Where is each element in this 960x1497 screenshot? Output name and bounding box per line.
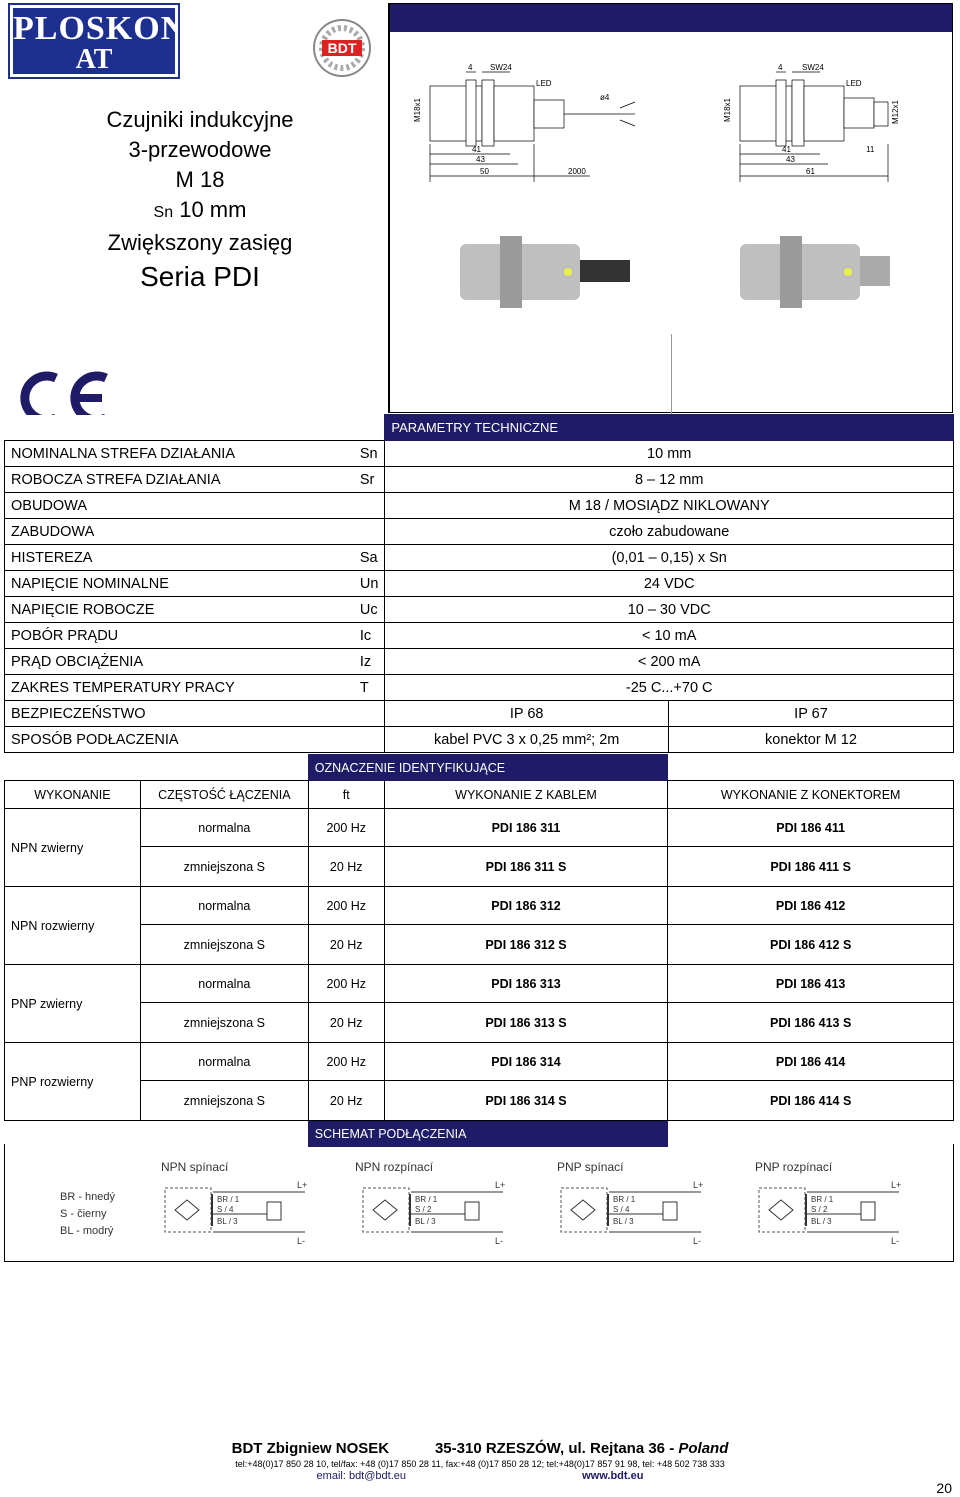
svg-text:BDT: BDT [327, 40, 357, 56]
param-row [5, 545, 954, 571]
param-value: M 18 / MOSIĄDZ NIKLOWANY [385, 493, 954, 519]
ploskon-logo [10, 5, 187, 77]
param-symbol: Sn [354, 441, 385, 467]
switching-freq: normalna [140, 1043, 308, 1081]
schema-diagram [551, 1144, 721, 1262]
connection-cable: kabel PVC 3 x 0,25 mm²; 2m [385, 727, 669, 753]
dim-right-led: LED [846, 79, 862, 88]
param-symbol [354, 519, 385, 545]
col-ft: ft [308, 781, 384, 809]
param-symbol: Uc [354, 597, 385, 623]
cable-code: PDI 186 313 [384, 965, 668, 1003]
title-line4 [40, 195, 360, 228]
title-line2: 3-przewodowe [128, 137, 272, 162]
page-number: 20 [936, 1480, 952, 1496]
dim-left-led: LED [536, 79, 552, 88]
switching-freq: zmniejszona S [140, 847, 308, 887]
ft-value: 20 Hz [308, 925, 384, 965]
param-row [5, 623, 954, 649]
param-row [5, 493, 954, 519]
ft-value: 20 Hz [308, 847, 384, 887]
title-line5: Zwiększony zasięg [107, 230, 293, 255]
logo-line1: PLOSKON [13, 10, 187, 47]
col-switching-freq: CZĘSTOŚĆ ŁĄCZENIA [140, 781, 308, 809]
param-name: HISTEREZA [5, 545, 354, 571]
lplus-label: L+ [693, 1180, 704, 1190]
company-address: 35-310 RZESZÓW, ul. Rejtana 36 - [434, 1440, 679, 1457]
switching-freq: zmniejszona S [140, 925, 308, 965]
switching-freq: normalna [140, 965, 308, 1003]
connector-code: PDI 186 414 S [668, 1081, 954, 1121]
col-cable: WYKONANIE Z KABLEM [384, 781, 668, 809]
schema-circuit [155, 1144, 325, 1262]
wire-s: S / 4 [217, 1205, 234, 1214]
bdt-logo [312, 18, 372, 78]
param-value: -25 C...+70 C [385, 675, 954, 701]
connector-code: PDI 186 414 [668, 1043, 954, 1081]
wire-color-legend [60, 1189, 115, 1240]
product-title [40, 105, 360, 292]
ft-value: 20 Hz [308, 1081, 384, 1121]
lplus-label: L+ [297, 1180, 308, 1190]
dim-right-thread2: M12x1 [891, 99, 900, 124]
section-params-title: PARAMETRY TECHNICZNE [385, 415, 954, 441]
dim-left-41: 41 [472, 145, 481, 154]
param-name: ZABUDOWA [5, 519, 354, 545]
wire-bl: BL / 3 [415, 1217, 436, 1226]
connection-label: SPOSÓB PODŁACZENIA [5, 727, 385, 753]
section-schema-title: SCHEMAT PODŁĄCZENIA [308, 1121, 668, 1147]
cable-code: PDI 186 312 [384, 887, 668, 925]
dim-right-41: 41 [782, 145, 791, 154]
param-row [5, 519, 954, 545]
param-value: 10 – 30 VDC [385, 597, 954, 623]
cable-code: PDI 186 311 S [384, 847, 668, 887]
ft-value: 20 Hz [308, 1003, 384, 1043]
connector-code: PDI 186 412 S [668, 925, 954, 965]
param-symbol: Iz [354, 649, 385, 675]
wiring-schema [4, 1144, 954, 1262]
cable-code: PDI 186 314 S [384, 1081, 668, 1121]
schema-title: PNP spínací [557, 1160, 624, 1174]
variant-name: PNP zwierny [5, 965, 141, 1043]
param-value: (0,01 – 0,15) x Sn [385, 545, 954, 571]
param-name: OBUDOWA [5, 493, 354, 519]
param-row [5, 649, 954, 675]
safety-connector: IP 67 [668, 701, 953, 727]
technical-drawing-area [388, 3, 953, 413]
connector-code: PDI 186 413 [668, 965, 954, 1003]
identification-table [4, 754, 954, 1147]
param-value: 24 VDC [385, 571, 954, 597]
cable-code: PDI 186 313 S [384, 1003, 668, 1043]
photo-divider [671, 334, 672, 414]
title-line3: M 18 [175, 167, 225, 192]
param-name: POBÓR PRĄDU [5, 623, 354, 649]
safety-row [5, 701, 954, 727]
param-value: < 200 mA [385, 649, 954, 675]
website-link[interactable]: www.bdt.eu [582, 1470, 644, 1482]
param-name: NAPIĘCIE NOMINALNE [5, 571, 354, 597]
param-name: ZAKRES TEMPERATURY PRACY [5, 675, 354, 701]
dim-right-thread: M18x1 [723, 97, 732, 122]
param-row [5, 675, 954, 701]
wire-bl: BL / 3 [217, 1217, 238, 1226]
sn-value: 10 mm [173, 197, 247, 222]
param-row [5, 597, 954, 623]
safety-label: BEZPIECZEŃSTWO [5, 701, 385, 727]
ident-row [5, 1003, 954, 1043]
connector-code: PDI 186 413 S [668, 1003, 954, 1043]
param-name: NAPIĘCIE ROBOCZE [5, 597, 354, 623]
variant-name: NPN rozwierny [5, 887, 141, 965]
series-name: Seria PDI [140, 261, 260, 292]
switching-freq: zmniejszona S [140, 1003, 308, 1043]
connection-row [5, 727, 954, 753]
logo-line2: AT [75, 44, 113, 75]
schema-circuit [353, 1144, 523, 1262]
wire-bl: BL / 3 [811, 1217, 832, 1226]
title-line1: Czujniki indukcyjne [106, 107, 294, 132]
dim-left-phi: ø4 [600, 93, 610, 102]
sn-prefix: Sn [153, 204, 174, 221]
cable-code: PDI 186 314 [384, 1043, 668, 1081]
param-symbol [354, 493, 385, 519]
ident-row [5, 809, 954, 847]
param-row [5, 571, 954, 597]
dim-left-thread: M18x1 [413, 97, 422, 122]
schema-diagram [353, 1144, 523, 1262]
ft-value: 200 Hz [308, 887, 384, 925]
footer-company-line [0, 1440, 960, 1457]
footer-phones: tel:+48(0)17 850 28 10, tel/fax: +48 (0)17 850 28 11, fax:+48 (0)17 850 28 12; tel:+48(0)17 857 91 98, tel: +48 502 738 333 [235, 1459, 725, 1469]
param-symbol: Un [354, 571, 385, 597]
param-row [5, 467, 954, 493]
email-link[interactable]: email: bdt@bdt.eu [316, 1470, 406, 1482]
lminus-label: L- [693, 1236, 702, 1246]
company-country: Poland [678, 1440, 729, 1457]
schema-circuit [551, 1144, 721, 1262]
param-symbol: Sr [354, 467, 385, 493]
parameters-table [4, 414, 954, 753]
legend-blue: BL - modrý [60, 1225, 114, 1237]
legend-black: S - čierny [60, 1208, 107, 1220]
lplus-label: L+ [891, 1180, 902, 1190]
company-name: BDT Zbigniew NOSEK [231, 1440, 390, 1457]
col-connector: WYKONANIE Z KONEKTOREM [668, 781, 954, 809]
ft-value: 200 Hz [308, 1043, 384, 1081]
param-value: < 10 mA [385, 623, 954, 649]
sensor-photo-cable [460, 236, 630, 308]
dim-right-61: 61 [806, 167, 815, 176]
param-value: czoło zabudowane [385, 519, 954, 545]
wire-br: BR / 1 [811, 1195, 834, 1204]
dim-left-2000: 2000 [568, 167, 586, 176]
param-value: 8 – 12 mm [385, 467, 954, 493]
ft-value: 200 Hz [308, 809, 384, 847]
dim-right-sw: SW24 [802, 63, 824, 72]
param-value: 10 mm [385, 441, 954, 467]
lminus-label: L- [495, 1236, 504, 1246]
connection-connector: konektor M 12 [668, 727, 953, 753]
schema-circuit [749, 1144, 919, 1262]
schema-title: NPN rozpínací [355, 1160, 434, 1174]
schema-title: NPN spínací [161, 1160, 229, 1174]
wire-bl: BL / 3 [613, 1217, 634, 1226]
param-name: NOMINALNA STREFA DZIAŁANIA [5, 441, 354, 467]
switching-freq: zmniejszona S [140, 1081, 308, 1121]
ident-row [5, 847, 954, 887]
ident-row [5, 1043, 954, 1081]
dim-left-four: 4 [468, 63, 473, 72]
dim-right-43: 43 [786, 155, 795, 164]
dim-left-43: 43 [476, 155, 485, 164]
switching-freq: normalna [140, 809, 308, 847]
connector-code: PDI 186 412 [668, 887, 954, 925]
section-ident-title: OZNACZENIE IDENTYFIKUJĄCE [308, 755, 668, 781]
dim-left-50: 50 [480, 167, 489, 176]
param-symbol: T [354, 675, 385, 701]
schema-diagram [155, 1144, 325, 1262]
param-row [5, 441, 954, 467]
lminus-label: L- [891, 1236, 900, 1246]
ident-row [5, 887, 954, 925]
schema-diagram [749, 1144, 919, 1262]
param-name: ROBOCZA STREFA DZIAŁANIA [5, 467, 354, 493]
connector-code: PDI 186 411 S [668, 847, 954, 887]
param-symbol: Sa [354, 545, 385, 571]
wire-br: BR / 1 [613, 1195, 636, 1204]
wire-s: S / 2 [811, 1205, 828, 1214]
cable-code: PDI 186 312 S [384, 925, 668, 965]
lminus-label: L- [297, 1236, 306, 1246]
cable-code: PDI 186 311 [384, 809, 668, 847]
wire-br: BR / 1 [415, 1195, 438, 1204]
wire-s: S / 2 [415, 1205, 432, 1214]
variant-name: PNP rozwierny [5, 1043, 141, 1121]
legend-brown: BR - hnedý [60, 1191, 116, 1203]
ft-value: 200 Hz [308, 965, 384, 1003]
switching-freq: normalna [140, 887, 308, 925]
dim-right-four: 4 [778, 63, 783, 72]
schema-title: PNP rozpínací [755, 1160, 833, 1174]
footer-contact [0, 1470, 960, 1482]
dim-right-11: 11 [866, 145, 875, 154]
sensor-photo-connector [740, 236, 890, 308]
col-variant: WYKONANIE [5, 781, 141, 809]
wire-br: BR / 1 [217, 1195, 240, 1204]
connector-code: PDI 186 411 [668, 809, 954, 847]
variant-name: NPN zwierny [5, 809, 141, 887]
lplus-label: L+ [495, 1180, 506, 1190]
wire-s: S / 4 [613, 1205, 630, 1214]
param-name: PRĄD OBCIĄŻENIA [5, 649, 354, 675]
ident-row [5, 1081, 954, 1121]
param-symbol: Ic [354, 623, 385, 649]
safety-cable: IP 68 [385, 701, 669, 727]
ident-row [5, 925, 954, 965]
ident-row [5, 965, 954, 1003]
dim-left-sw: SW24 [490, 63, 512, 72]
